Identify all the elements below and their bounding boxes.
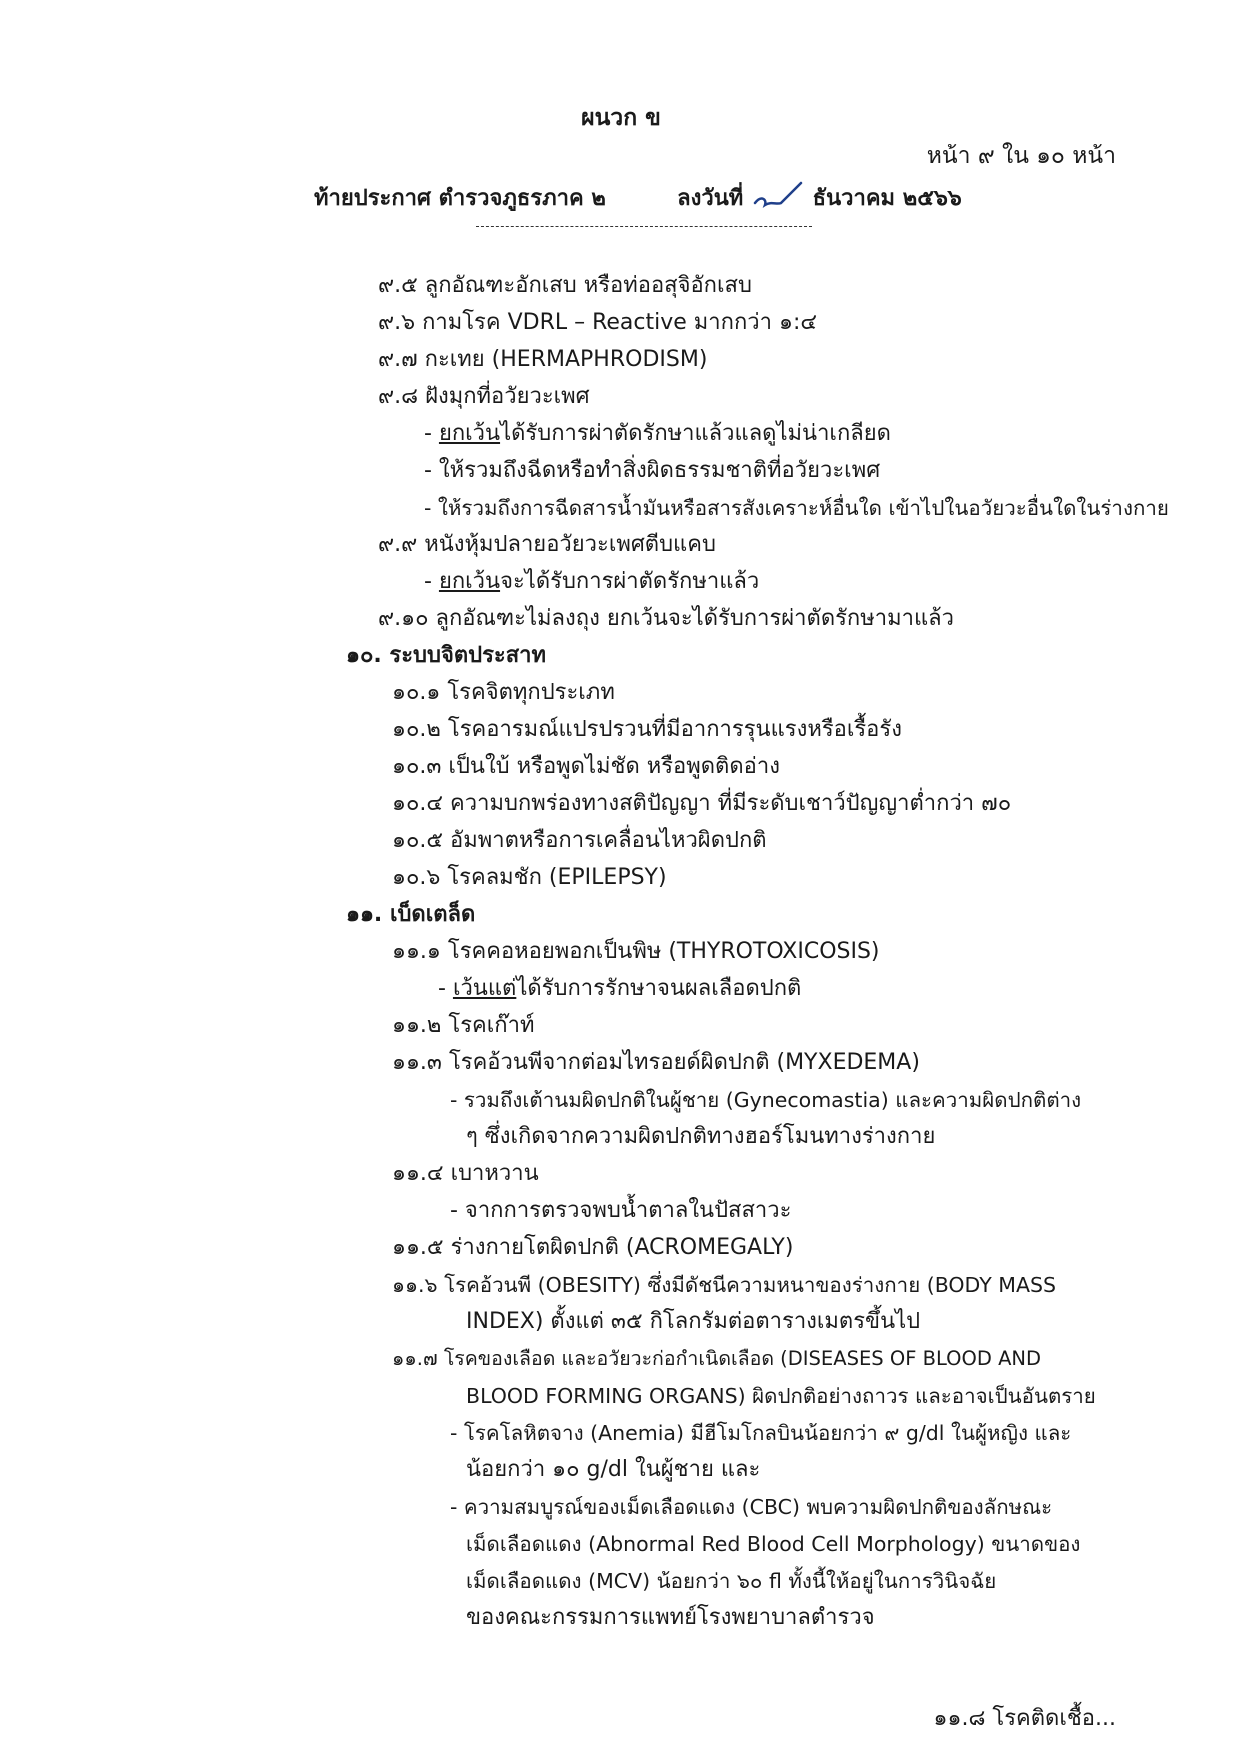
sub-item-continuation: เม็ดเลือดแดง (Abnormal Red Blood Cell Morphology) ขนาดของ (466, 1532, 1081, 1556)
sub-item: - ความสมบูรณ์ของเม็ดเลือดแดง (CBC) พบความผิดปกติของลักษณะ (450, 1495, 1053, 1519)
date-month-year: ธันวาคม ๒๕๖๖ (812, 186, 962, 211)
underlined-text: ยกเว้น (438, 569, 501, 594)
list-item: ๑๑.๖ โรคอ้วนพี (OBESITY) ซึ่งมีดัชนีความหนาของร่างกาย (BODY MASS (392, 1273, 1056, 1297)
sub-item-continuation: เม็ดเลือดแดง (MCV) น้อยกว่า ๖๐ fl ทั้งนี้ให้อยู่ในการวินิจฉัย (466, 1569, 997, 1593)
list-item: ๑๑.๔ เบาหวาน (392, 1161, 539, 1186)
list-item: ๙.๖ กามโรค VDRL – Reactive มากกว่า ๑:๔ (378, 310, 818, 335)
section-heading: ๑๐. ระบบจิตประสาท (346, 643, 547, 668)
underlined-text: เว้นแต่ (452, 976, 517, 1001)
item-text: ได้รับการรักษาจนผลเลือดปกติ (516, 976, 802, 1001)
list-item: ๑๐.๑ โรคจิตทุกประเภท (392, 680, 615, 705)
list-item: ๙.๘ ฝังมุกที่อวัยวะเพศ (378, 384, 590, 409)
list-item: ๑๑.๗ โรคของเลือด และอวัยวะก่อกำเนิดเลือด (DISEASES OF BLOOD AND (392, 1347, 1042, 1370)
sub-item: - ให้รวมถึงฉีดหรือทำสิ่งผิดธรรมชาติที่อวัยวะเพศ (424, 458, 881, 483)
announcement-text: ท้ายประกาศ ตำรวจภูธรภาค ๒ (314, 186, 606, 211)
bullet: - (424, 569, 439, 594)
item-continuation: BLOOD FORMING ORGANS) ผิดปกติอย่างถาวร และอาจเป็นอันตราย (466, 1384, 1096, 1408)
sub-item: - โรคโลหิตจาง (Anemia) มีฮีโมโกลบินน้อยกว่า ๙ g/dl ในผู้หญิง และ (450, 1421, 1072, 1445)
section-heading: ๑๑. เบ็ดเตล็ด (346, 902, 476, 927)
list-item: ๑๑.๓ โรคอ้วนพีจากต่อมไทรอยด์ผิดปกติ (MYXEDEMA) (392, 1050, 920, 1075)
item-text: ได้รับการผ่าตัดรักษาแล้วแลดูไม่น่าเกลียด (500, 421, 891, 446)
list-item: ๙.๕ ลูกอัณฑะอักเสบ หรือท่ออสุจิอักเสบ (378, 273, 752, 298)
list-item: ๙.๑๐ ลูกอัณฑะไม่ลงถุง ยกเว้นจะได้รับการผ่าตัดรักษามาแล้ว (378, 606, 954, 631)
list-item: ๑๑.๑ โรคคอหอยพอกเป็นพิษ (THYROTOXICOSIS) (392, 939, 880, 964)
list-item: ๑๐.๓ เป็นใบ้ หรือพูดไม่ชัด หรือพูดติดอ่าง (392, 754, 780, 779)
date-label: ลงวันที่ (677, 186, 744, 211)
list-item: ๑๑.๕ ร่างกายโตผิดปกติ (ACROMEGALY) (392, 1235, 794, 1260)
sub-item-continuation: ๆ ซึ่งเกิดจากความผิดปกติทางฮอร์โมนทางร่างกาย (466, 1124, 936, 1149)
sub-item (424, 567, 759, 597)
sub-item: - จากการตรวจพบน้ำตาลในปัสสาวะ (450, 1198, 792, 1223)
bullet: - (438, 976, 453, 1001)
continuation-marker: ๑๑.๘ โรคติดเชื้อ... (933, 1706, 1116, 1731)
bullet: - (424, 421, 439, 446)
list-item: ๑๐.๖ โรคลมชัก (EPILEPSY) (392, 865, 667, 890)
list-item: ๑๑.๒ โรคเก๊าท์ (392, 1013, 535, 1038)
sub-item-continuation: ของคณะกรรมการแพทย์โรงพยาบาลตำรวจ (466, 1605, 875, 1630)
list-item: ๙.๗ กะเทย (HERMAPHRODISM) (378, 347, 708, 372)
handwritten-day-mark (751, 181, 805, 211)
sub-item (424, 419, 891, 449)
item-text: จะได้รับการผ่าตัดรักษาแล้ว (500, 569, 760, 594)
appendix-title: ผนวก ข (581, 105, 661, 131)
item-continuation: INDEX) ตั้งแต่ ๓๕ กิโลกรัมต่อตารางเมตรขึ้นไป (466, 1309, 921, 1334)
list-item: ๑๐.๕ อัมพาตหรือการเคลื่อนไหวผิดปกติ (392, 828, 767, 853)
page-indicator: หน้า ๙ ใน ๑๐ หน้า (926, 143, 1116, 169)
list-item: ๑๐.๔ ความบกพร่องทางสติปัญญา ที่มีระดับเชาว์ปัญญาต่ำกว่า ๗๐ (392, 791, 1012, 816)
sub-item: - รวมถึงเต้านมผิดปกติในผู้ชาย (Gynecomastia) และความผิดปกติต่าง (450, 1088, 1082, 1112)
list-item: ๙.๙ หนังหุ้มปลายอวัยวะเพศตีบแคบ (378, 532, 716, 557)
sub-item-continuation: น้อยกว่า ๑๐ g/dl ในผู้ชาย และ (466, 1457, 761, 1482)
announcement-line (314, 180, 962, 215)
list-item: ๑๐.๒ โรคอารมณ์แปรปรวนที่มีอาการรุนแรงหรือเรื้อรัง (392, 717, 902, 742)
sub-item (438, 974, 801, 1004)
separator-line (476, 226, 812, 227)
sub-item: - ให้รวมถึงการฉีดสารน้ำมันหรือสารสังเคราะห์อื่นใด เข้าไปในอวัยวะอื่นใดในร่างกาย (424, 496, 1169, 520)
underlined-text: ยกเว้น (438, 421, 501, 446)
